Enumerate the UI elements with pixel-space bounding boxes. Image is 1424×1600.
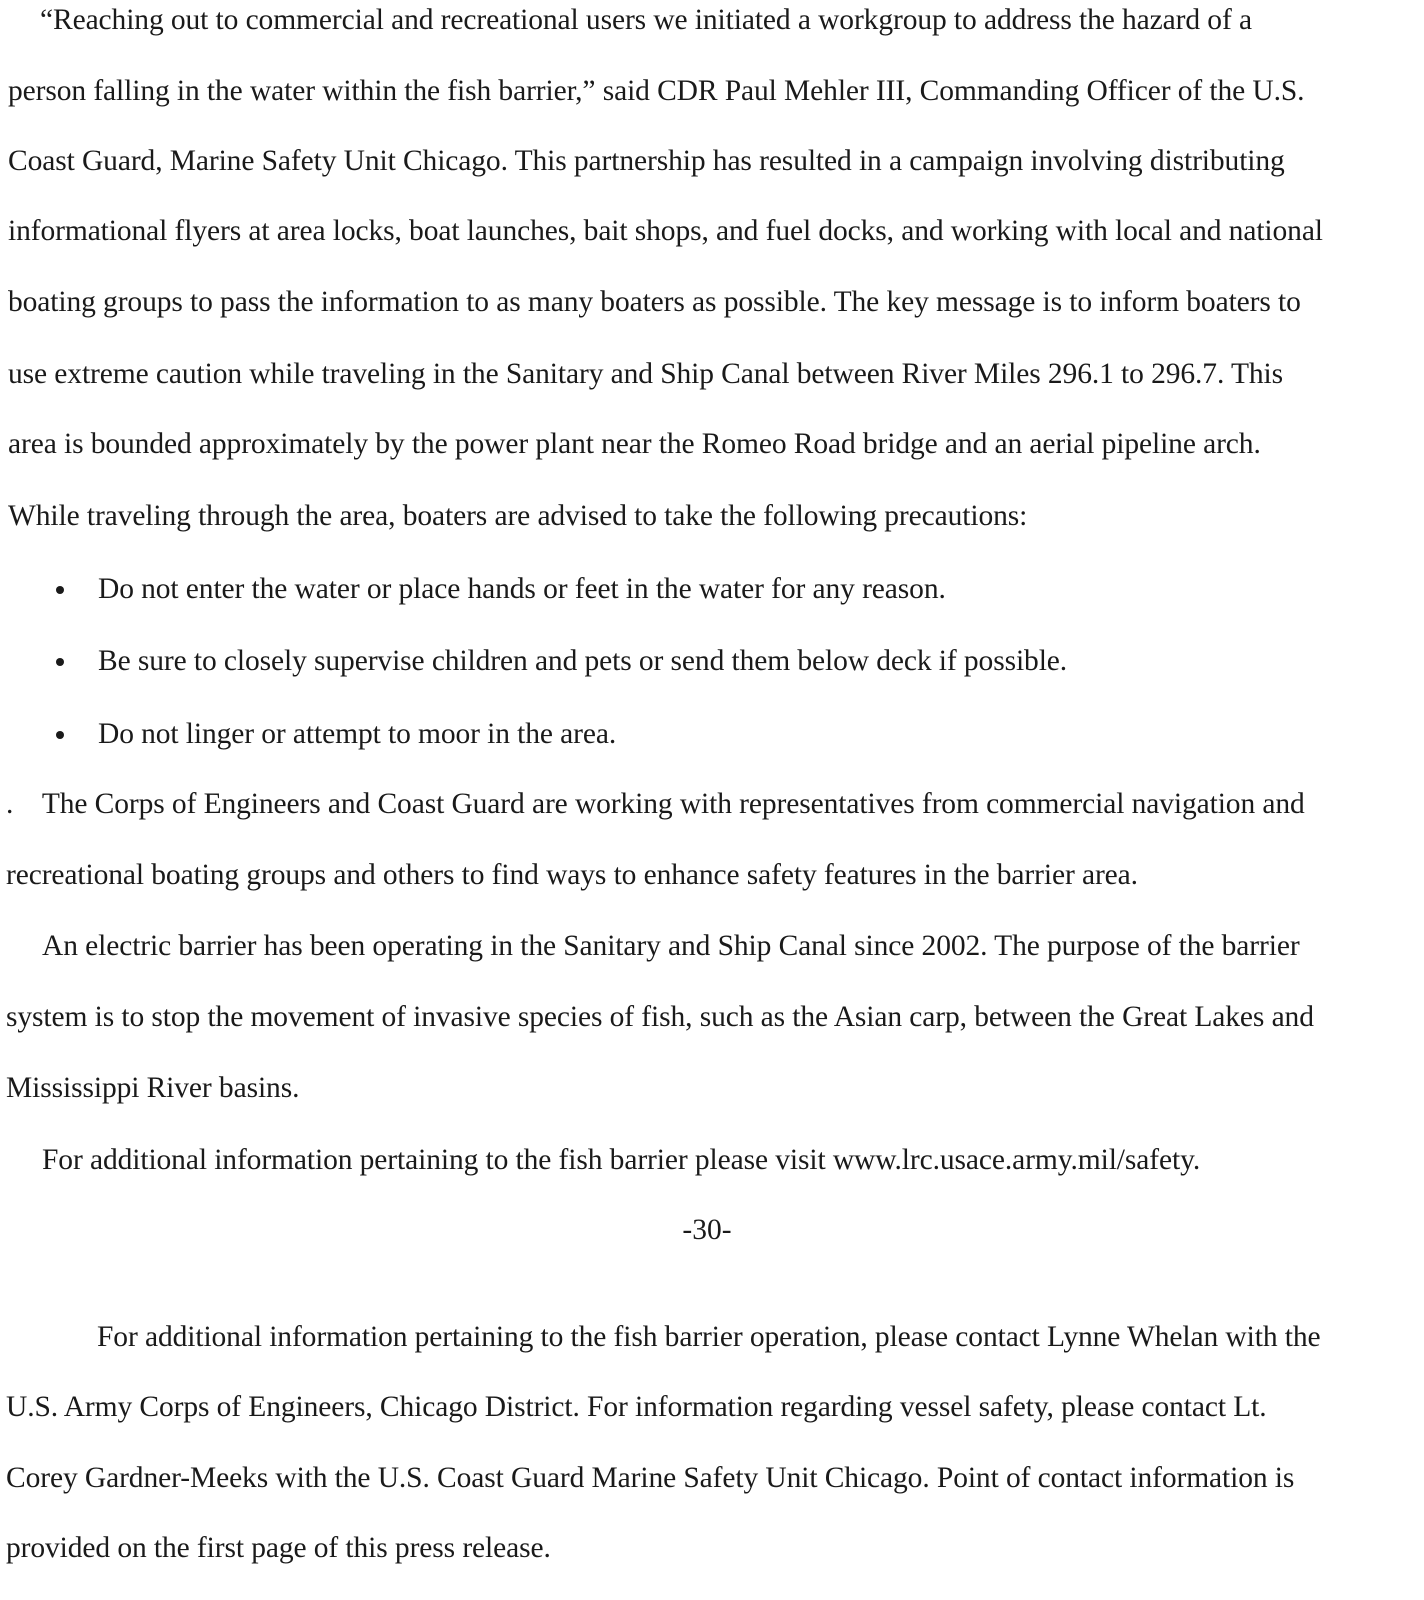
list-item-text: Do not enter the water or place hands or feet in the water for any reason. xyxy=(98,573,946,605)
text-line: Corey Gardner-Meeks with the U.S. Coast Guard Marine Safety Unit Chicago. Point of contact information is xyxy=(6,1462,1295,1494)
text-line: For additional information pertaining to the fish barrier operation, please contact Lynne Whelan with the xyxy=(97,1321,1321,1353)
text-line: U.S. Army Corps of Engineers, Chicago District. For information regarding vessel safety, please contact Lt. xyxy=(6,1391,1267,1423)
text-line: system is to stop the movement of invasive species of fish, such as the Asian carp, between the Great Lakes and xyxy=(6,1001,1314,1033)
text-line: person falling in the water within the fish barrier,” said CDR Paul Mehler III, Commanding Officer of the U.S. xyxy=(8,75,1305,107)
text-line: Mississippi River basins. xyxy=(6,1072,300,1104)
bullet-icon xyxy=(56,658,64,666)
text-line: An electric barrier has been operating in the Sanitary and Ship Canal since 2002. The purpose of the barrier xyxy=(42,930,1300,962)
text-line: Coast Guard, Marine Safety Unit Chicago. This partnership has resulted in a campaign involving distributing xyxy=(8,145,1285,177)
text-line: “Reaching out to commercial and recreational users we initiated a workgroup to address the hazard of a xyxy=(40,4,1252,36)
text-line: informational flyers at area locks, boat launches, bait shops, and fuel docks, and working with local and national xyxy=(8,215,1323,247)
text-line: boating groups to pass the information to as many boaters as possible. The key message is to inform boaters to xyxy=(8,286,1301,318)
text-line: . The Corps of Engineers and Coast Guard are working with representatives from commercial navigation and xyxy=(6,788,1305,820)
text-line: provided on the first page of this press release. xyxy=(6,1532,551,1564)
end-marker: -30- xyxy=(682,1214,732,1246)
text-line: While traveling through the area, boaters are advised to take the following precautions: xyxy=(8,500,1028,532)
text-line: For additional information pertaining to the fish barrier please visit www.lrc.usace.army.mil/safety. xyxy=(42,1144,1201,1176)
bullet-icon xyxy=(56,586,64,594)
text-line: recreational boating groups and others to find ways to enhance safety features in the barrier area. xyxy=(6,859,1138,891)
bullet-icon xyxy=(56,731,64,739)
text-line: use extreme caution while traveling in the Sanitary and Ship Canal between River Miles 296.1 to 296.7. This xyxy=(8,358,1284,390)
list-item-text: Be sure to closely supervise children and pets or send them below deck if possible. xyxy=(98,645,1068,677)
text-line: area is bounded approximately by the power plant near the Romeo Road bridge and an aerial pipeline arch. xyxy=(8,428,1261,460)
list-item-text: Do not linger or attempt to moor in the area. xyxy=(98,718,617,750)
